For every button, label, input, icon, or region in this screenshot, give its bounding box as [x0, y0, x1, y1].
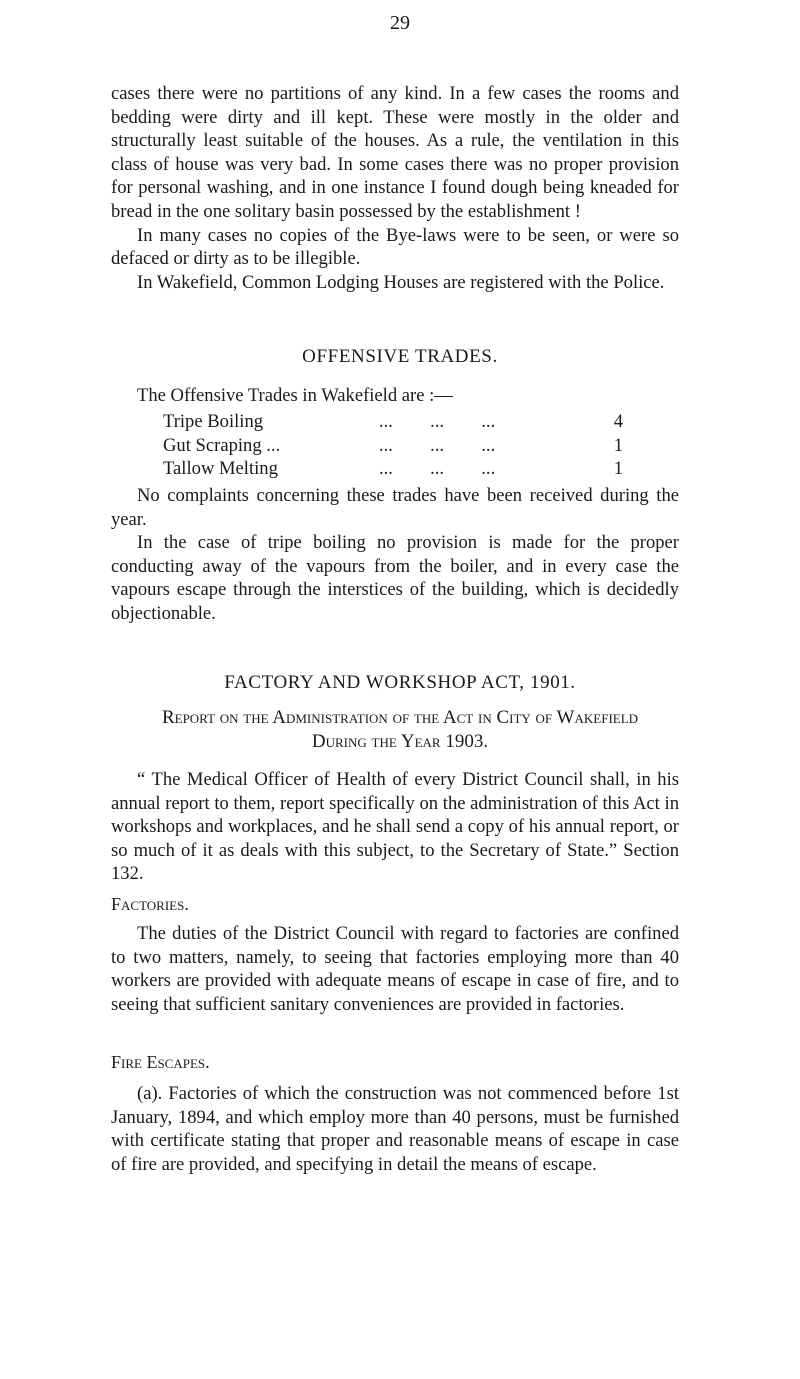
trade-count: 1 [613, 434, 623, 456]
trade-count: 1 [613, 458, 623, 480]
paragraph: The duties of the District Council with regard to factories are confined to two matters, namely, to seeing that factories employing more than 40 workers are provided with adequate means of escape in case of fire, and to seeing that sufficient sanitary conveniences are provided in factories. [111, 923, 679, 1015]
paragraph: In the case of tripe boiling no provision is made for the proper conducting away of the vapours from the boiler, and in every case the vapours escape through the interstices of the building, which is decidedly objectionable. [111, 532, 679, 624]
report-title-line-2: During the Year 1903. [311, 731, 489, 752]
list-item [163, 434, 663, 458]
leader-dots: ... ... ... [379, 434, 496, 456]
leader-dots: ... ... ... [379, 458, 496, 480]
paragraph: (a). Factories of which the construction was not commenced before 1st January, 1894, and which employ more than 40 persons, must be furnished with certificate stating that proper and reasonable means of escape in case of fire are provided, and specifying in detail the means of escape. [111, 1083, 679, 1175]
paragraph: In Wakefield, Common Lodging Houses are registered with the Police. [137, 271, 665, 293]
page-number: 29 [390, 12, 410, 34]
paragraph: cases there were no partitions of any kind. In a few cases the rooms and bedding were dirty and ill kept. These were mostly in the older and structurally least suitable of the houses. As a rule, the ventilation in this class of house was very bad. In some cases there was no proper provision for personal washing, and in one instance I found dough being kneaded for bread in the one solitary basin possessed by the establishment ! [111, 83, 679, 222]
trade-count: 4 [613, 411, 623, 432]
list-item [163, 410, 663, 434]
offensive-trades-list [163, 410, 663, 481]
section-heading-offensive-trades: OFFENSIVE TRADES. [302, 346, 498, 367]
paragraph: No complaints concerning these trades have been received during the year. [111, 485, 679, 530]
paragraph: In many cases no copies of the Bye-laws were to be seen, or were so defaced or dirty as to be illegible. [111, 224, 679, 270]
leader-dots: ... ... ... [379, 411, 496, 432]
trade-name: Gut Scraping ... [163, 434, 281, 456]
trade-name: Tripe Boiling [163, 411, 264, 432]
paragraph: “ The Medical Officer of Health of every District Council shall, in his annual report to them, report specifically on the administration of this Act in workshops and workplaces, and he shall send a copy of his annual report, or so much of it as deals with this subject, to the Secretary of State.” Section 132. [111, 769, 679, 885]
statutory-quote [111, 768, 679, 886]
subheading-factories: Factories. [111, 894, 189, 914]
paragraph: The Offensive Trades in Wakefield are :— [137, 385, 453, 406]
factories-paragraph [111, 922, 679, 1016]
subheading-fire-escapes: Fire Escapes. [111, 1052, 210, 1072]
list-item [163, 457, 663, 481]
report-title-line-1: Report on the Administration of the Act in City of Wakefield [161, 707, 639, 728]
lodging-houses-section [111, 82, 679, 294]
trade-name: Tallow Melting [163, 458, 278, 480]
section-heading-factory-act: FACTORY AND WORKSHOP ACT, 1901. [224, 672, 576, 693]
offensive-trades-body [111, 484, 679, 626]
fire-escapes-paragraph [111, 1082, 679, 1176]
offensive-trades-intro [111, 384, 679, 408]
